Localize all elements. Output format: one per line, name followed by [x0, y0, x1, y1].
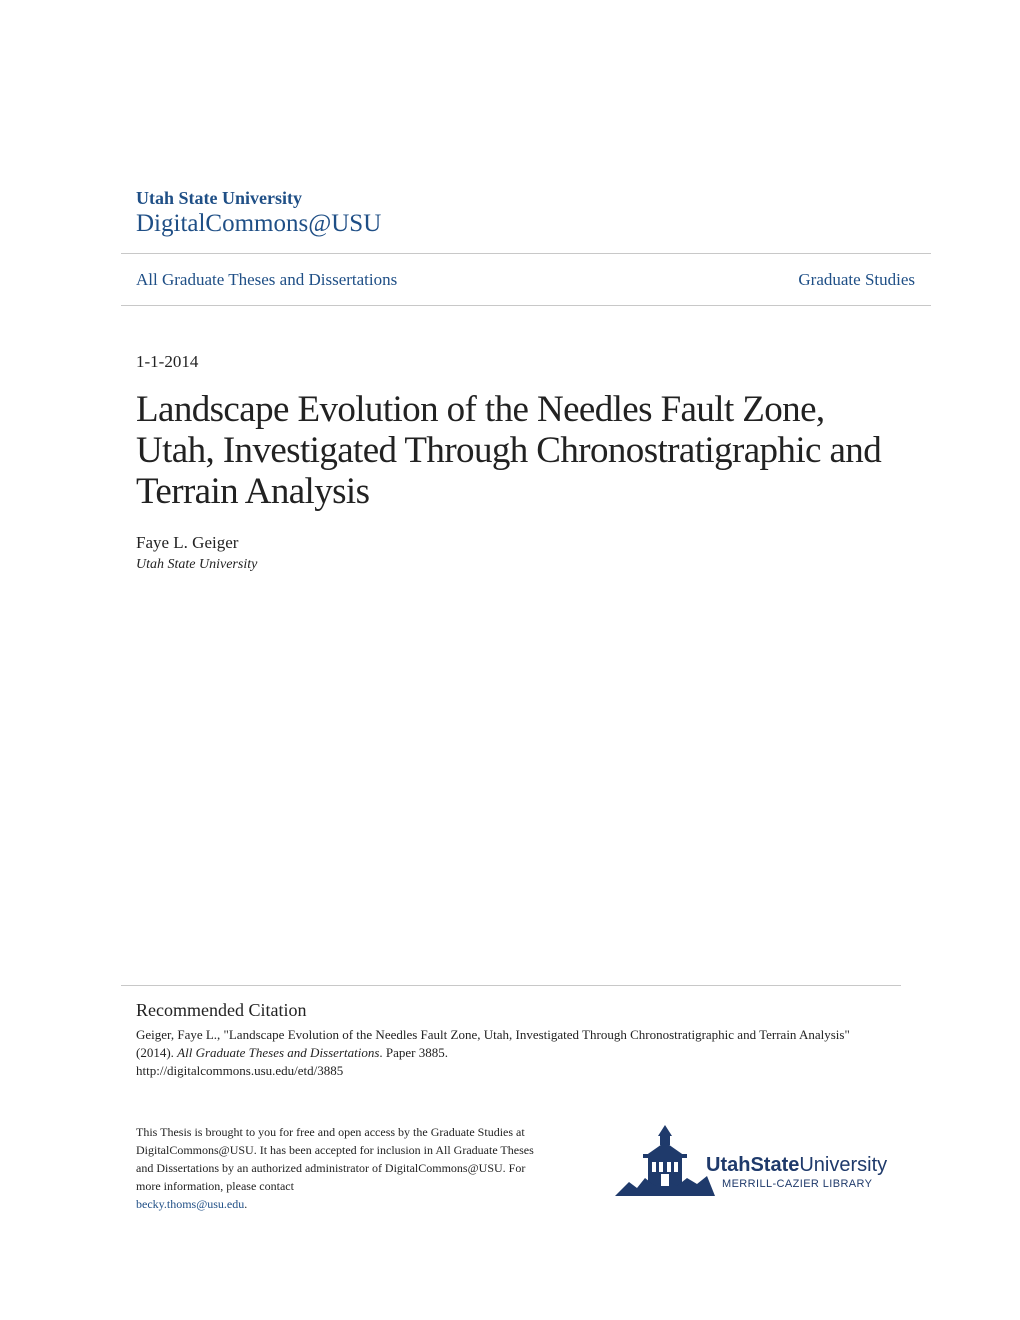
- roof-gable: [645, 1142, 685, 1156]
- tower-roof: [658, 1125, 672, 1136]
- citation-heading: Recommended Citation: [136, 1000, 307, 1020]
- access-notice: [136, 1123, 536, 1213]
- contact-email-link[interactable]: becky.thoms@usu.edu: [136, 1197, 245, 1211]
- department-link[interactable]: Graduate Studies: [798, 270, 915, 289]
- logo-word-regular: University: [799, 1154, 888, 1176]
- citation-text: [136, 1026, 886, 1080]
- author-name: Faye L. Geiger: [136, 533, 239, 552]
- publication-date: 1-1-2014: [136, 352, 199, 371]
- author-affiliation: Utah State University: [136, 557, 258, 572]
- logo-word-bold: UtahState: [706, 1154, 800, 1176]
- citation-series: All Graduate Theses and Dissertations: [177, 1045, 380, 1060]
- logo-wordmark: [706, 1154, 887, 1177]
- university-link[interactable]: Utah State University: [136, 188, 302, 208]
- citation-part: . Paper 3885.: [379, 1045, 449, 1060]
- divider: [121, 253, 931, 254]
- notice-end: .: [244, 1197, 248, 1211]
- notice-text: This Thesis is brought to you for free and open access by the Graduate Studies at DigitalCommons@USU. It has been accepted for inclusion in All Graduate Theses and Dissertations by an authorized administrator of DigitalCommons@USU. For more information, please contact: [136, 1125, 534, 1193]
- repository-link[interactable]: DigitalCommons@USU: [136, 210, 382, 237]
- eave: [643, 1154, 687, 1158]
- collection-link[interactable]: All Graduate Theses and Dissertations: [136, 270, 398, 289]
- citation-url[interactable]: http://digitalcommons.usu.edu/etd/3885: [136, 1063, 344, 1078]
- logo-library-name: MERRILL-CAZIER LIBRARY: [722, 1178, 873, 1190]
- paper-title: Landscape Evolution of the Needles Fault Zone, Utah, Investigated Through Chronostratigraphic and Terrain Analysis: [136, 389, 882, 512]
- divider: [121, 305, 931, 306]
- citation-part: Geiger, Faye L., "Landscape Evolution of the Needles Fault Zone, Utah, Investigated Through Chronostratigraphic and Terrain Analysis" (2014).: [136, 1027, 850, 1060]
- divider: [121, 985, 901, 986]
